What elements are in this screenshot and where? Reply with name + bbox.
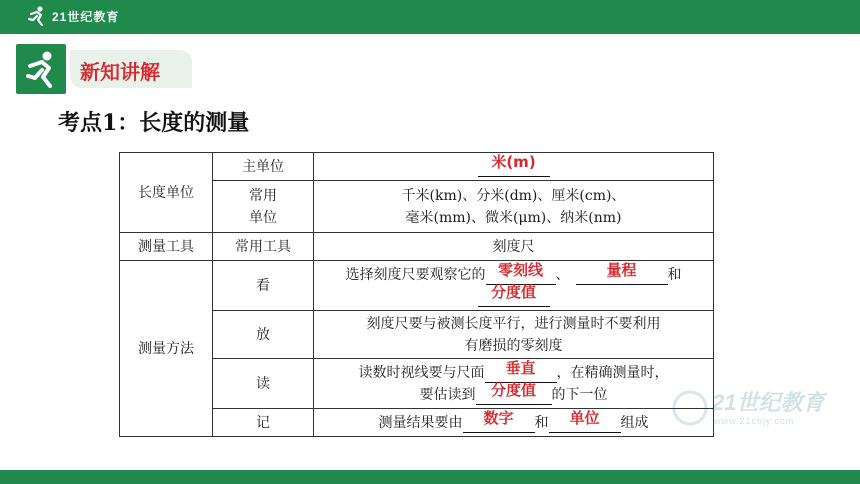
step-text: 和 (667, 266, 682, 283)
step-text: 和 (534, 414, 549, 431)
answer-text: 单位 (569, 408, 600, 427)
step-place-line: 刻度尺要与被测长度平行，进行测量时不要利用 (366, 315, 661, 332)
answer-blank (463, 408, 535, 433)
step-text: 选择刻度尺要观察它的 (345, 266, 486, 283)
common-units-line: 毫米(mm)、微米(μm)、纳米(nm) (405, 209, 622, 226)
site-logo (26, 5, 119, 27)
step-place-label: 放 (213, 311, 314, 359)
table-row (120, 233, 714, 261)
step-place-cell (314, 311, 714, 359)
answer-blank (576, 260, 668, 285)
answer-text: 垂直 (505, 358, 536, 377)
page-title: 考点1：长度的测量 (58, 110, 250, 136)
answer-text: 零刻线 (497, 260, 543, 279)
answer-text: 量程 (606, 260, 637, 279)
section-tag-label: 新知讲解 (80, 60, 160, 84)
step-read-label: 读 (213, 359, 314, 409)
tool-value: 刻度尺 (314, 233, 714, 261)
common-unit-label-line: 单位 (249, 209, 277, 226)
top-banner (0, 0, 860, 34)
step-text: 的下一位 (551, 386, 608, 403)
logo-text: 21世纪教育 (52, 9, 120, 24)
main-unit-cell (314, 153, 714, 181)
answer-blank (478, 152, 550, 177)
answer-blank (485, 358, 557, 383)
answer-text: 米(m) (491, 152, 536, 171)
section-tag (16, 44, 192, 94)
common-unit-label (213, 181, 314, 233)
length-measurement-table (119, 152, 714, 437)
step-text: 要估读到 (419, 386, 476, 403)
runner-logo-icon (26, 5, 48, 27)
step-place-line: 有磨损的零刻度 (464, 337, 563, 354)
answer-text: 分度值 (490, 282, 536, 301)
step-text: 组成 (620, 414, 649, 431)
group-measuring-tool: 测量工具 (120, 233, 213, 261)
bottom-banner (0, 470, 860, 484)
runner-icon (16, 44, 66, 94)
answer-blank (476, 380, 552, 405)
main-unit-label: 主单位 (213, 153, 314, 181)
section-tag-icon-bg (16, 44, 66, 94)
step-read-line (318, 380, 709, 406)
answer-text: 分度值 (490, 380, 536, 399)
answer-blank (549, 408, 621, 433)
step-text: 测量结果要由 (378, 414, 463, 431)
answer-blank (478, 282, 550, 307)
watermark-text: 21世纪教育 (712, 390, 825, 415)
group-length-unit: 长度单位 (120, 153, 213, 233)
step-look-label: 看 (213, 261, 314, 311)
answer-blank (486, 260, 556, 285)
common-unit-label-line: 常用 (249, 187, 277, 204)
common-units-line: 千米(km)、分米(dm)、厘米(cm)、 (401, 187, 626, 204)
group-measuring-method: 测量方法 (120, 261, 213, 437)
watermark-subtext: www.21cnjy.com (714, 416, 795, 426)
step-record-cell (314, 409, 714, 437)
step-look-cell (314, 261, 714, 311)
step-look-line (318, 282, 709, 308)
table-row (120, 153, 714, 181)
answer-text: 数字 (483, 408, 514, 427)
step-read-cell (314, 359, 714, 409)
table-row (120, 261, 714, 311)
tool-label: 常用工具 (213, 233, 314, 261)
common-units-cell (314, 181, 714, 233)
step-text: 、 (555, 266, 570, 283)
step-record-label: 记 (213, 409, 314, 437)
step-text: 读数时视线要与尺面 (358, 364, 485, 381)
step-text: ，在精确测量时， (556, 364, 669, 381)
